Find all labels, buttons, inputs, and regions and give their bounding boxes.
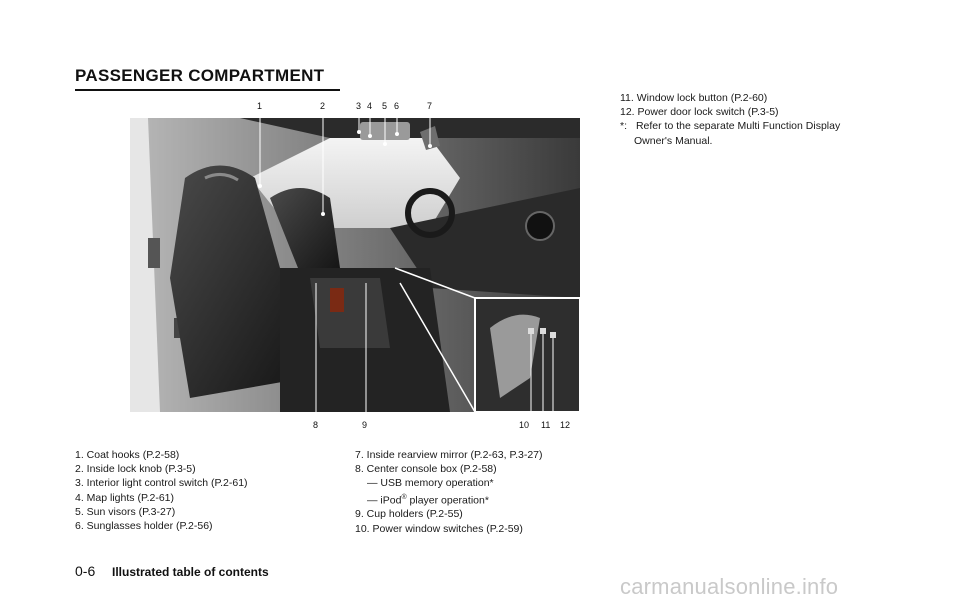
legend-list-middle <box>355 448 543 536</box>
list-subitem <box>355 491 543 508</box>
page-title: PASSENGER COMPARTMENT <box>75 66 325 85</box>
callout-4: 4 <box>367 101 373 111</box>
callout-10: 10 <box>519 420 530 430</box>
list-item: 5. Sun visors (P.3-27) <box>75 505 176 518</box>
ipod-text-tail: player operation* <box>406 494 489 507</box>
callout-9: 9 <box>362 420 368 430</box>
footnote-continuation: Owner's Manual. <box>634 134 713 147</box>
list-item: 4. Map lights (P.2-61) <box>75 491 175 504</box>
list-item: 10. Power window switches (P.2-59) <box>355 522 523 535</box>
list-item: 9. Cup holders (P.2-55) <box>355 508 463 521</box>
callout-6: 6 <box>394 101 400 111</box>
watermark: carmanualsonline.info <box>620 574 839 599</box>
registered-mark: ® <box>401 493 407 501</box>
legend-list-right <box>620 91 840 148</box>
callout-12: 12 <box>560 420 571 430</box>
list-item: 2. Inside lock knob (P.3-5) <box>75 463 196 476</box>
callout-3: 3 <box>356 101 362 111</box>
list-item: 11. Window lock button (P.2-60) <box>620 92 768 104</box>
callout-1: 1 <box>257 101 263 111</box>
list-item: 6. Sunglasses holder (P.2-56) <box>75 520 213 533</box>
list-item: 8. Center console box (P.2-58) <box>355 463 497 476</box>
title-underline <box>75 89 340 91</box>
footnote-mark: *: <box>620 120 628 133</box>
ipod-text: — iPod <box>367 494 402 507</box>
list-subitem: — USB memory operation* <box>367 477 494 490</box>
list-item: 7. Inside rearview mirror (P.2-63, P.3-27) <box>355 449 543 461</box>
callout-5: 5 <box>382 101 388 111</box>
list-item: 12. Power door lock switch (P.3-5) <box>620 106 779 119</box>
interior-illustration <box>130 118 580 412</box>
page-number: 0-6 <box>75 563 96 579</box>
footnote <box>620 119 840 133</box>
list-item: 1. Coat hooks (P.2-58) <box>75 449 180 461</box>
section-title: Illustrated table of contents <box>112 565 269 579</box>
callout-7: 7 <box>427 101 433 111</box>
callout-11: 11 <box>541 420 551 430</box>
list-item: 3. Interior light control switch (P.2-61) <box>75 477 248 490</box>
footnote-text: Refer to the separate Multi Function Display <box>635 120 841 133</box>
callout-2: 2 <box>320 101 326 111</box>
legend-list-left <box>75 448 248 533</box>
callout-8: 8 <box>313 420 319 430</box>
